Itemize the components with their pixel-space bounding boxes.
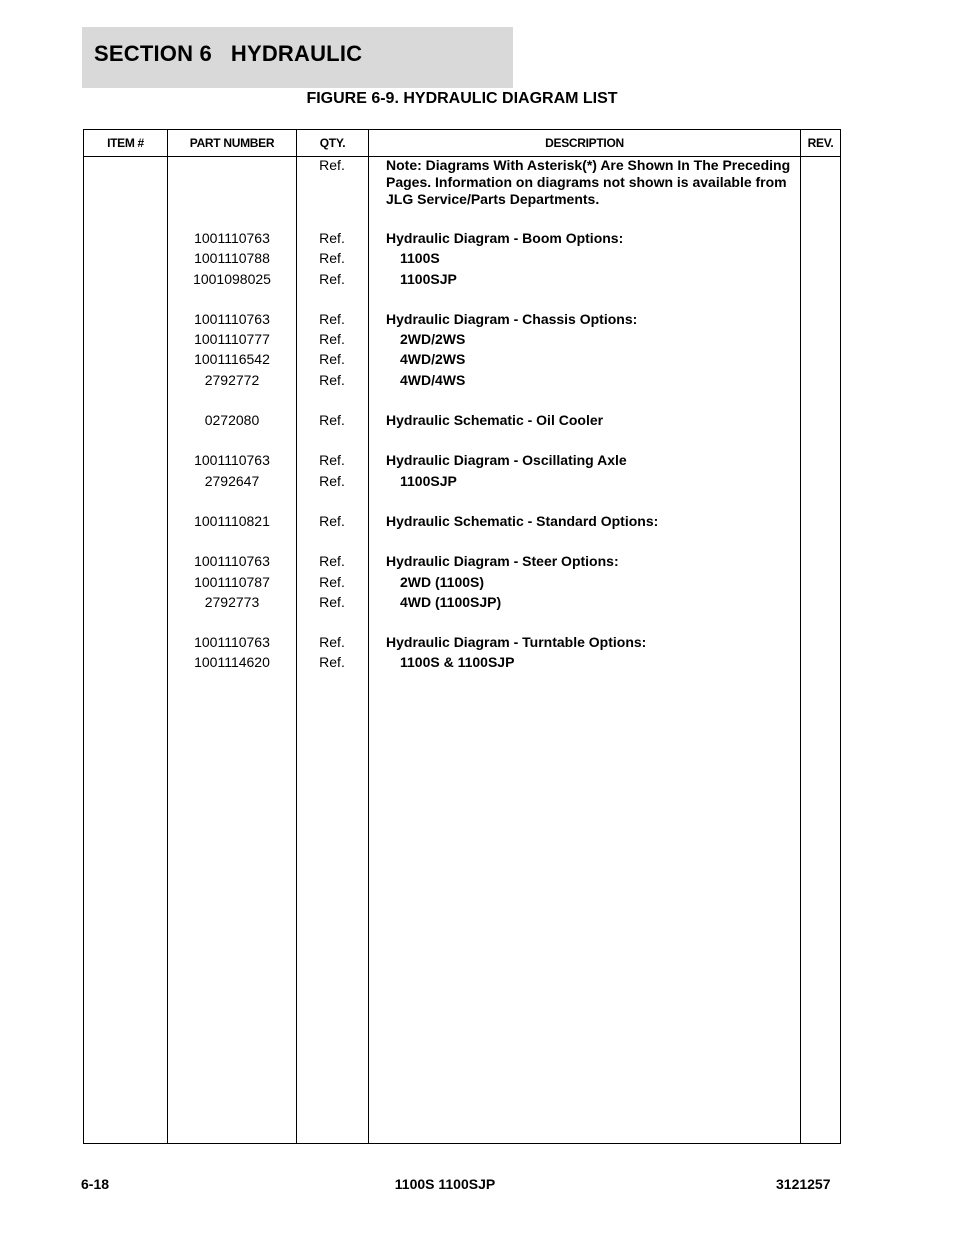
table-row — [84, 551, 840, 571]
qty-cell: Ref. — [319, 553, 345, 570]
qty-cell: Ref. — [319, 157, 345, 173]
column-header-part-number: PART NUMBER — [189, 136, 275, 150]
row-spacer — [84, 430, 840, 450]
part-number-cell: 1001116542 — [194, 351, 270, 368]
table-body — [84, 157, 840, 673]
part-number-cell: 1001110763 — [194, 230, 270, 247]
qty-cell: Ref. — [319, 310, 345, 327]
description-cell: Hydraulic Diagram - Oscillating Axle — [386, 452, 627, 469]
qty-cell: Ref. — [319, 634, 345, 651]
part-number-cell: 1001110788 — [194, 250, 270, 267]
qty-cell: Ref. — [319, 371, 345, 388]
parts-table — [83, 129, 841, 1144]
description-cell: Hydraulic Diagram - Boom Options: — [386, 230, 624, 247]
description-cell: 2WD/2WS — [400, 331, 466, 348]
table-row — [84, 410, 840, 430]
part-number-cell: 0272080 — [204, 411, 260, 428]
table-row — [84, 632, 840, 652]
description-cell: 1100S — [400, 250, 440, 267]
description-cell: Hydraulic Schematic - Standard Options: — [386, 512, 659, 529]
description-cell: 1100S & 1100SJP — [400, 654, 515, 671]
part-number-cell: 2792647 — [204, 472, 260, 489]
part-number-cell: 1001110763 — [194, 553, 270, 570]
qty-cell: Ref. — [319, 351, 345, 368]
description-cell: 1100SJP — [400, 472, 457, 489]
qty-cell: Ref. — [319, 472, 345, 489]
table-row — [84, 572, 840, 592]
table-row — [84, 309, 840, 329]
column-header-description: DESCRIPTION — [545, 136, 624, 150]
column-header-qty: QTY. — [319, 136, 346, 150]
table-row — [84, 349, 840, 369]
model-name: 1100S 1100SJP — [394, 1176, 496, 1192]
qty-cell: Ref. — [319, 593, 345, 610]
qty-cell: Ref. — [319, 331, 345, 348]
qty-cell: Ref. — [319, 270, 345, 287]
table-row — [84, 269, 840, 289]
note-description: Note: Diagrams With Asterisk(*) Are Shown In The Preceding Pages. Information on diagrams not shown is available from JLG Service/Parts Departments. — [386, 157, 791, 207]
table-row — [84, 511, 840, 531]
section-banner — [82, 27, 513, 88]
table-row — [84, 450, 840, 470]
qty-cell: Ref. — [319, 230, 345, 247]
qty-cell: Ref. — [319, 250, 345, 267]
row-spacer — [84, 531, 840, 551]
row-spacer — [84, 208, 840, 228]
row-spacer — [84, 289, 840, 309]
table-row — [84, 228, 840, 248]
row-spacer — [84, 491, 840, 511]
table-row — [84, 329, 840, 349]
table-row — [84, 652, 840, 672]
description-cell: 4WD/4WS — [400, 371, 466, 388]
description-cell: 1100SJP — [400, 270, 457, 287]
description-cell: Hydraulic Schematic - Oil Cooler — [386, 411, 604, 428]
document-number: 3121257 — [776, 1176, 831, 1192]
qty-cell: Ref. — [319, 654, 345, 671]
description-cell: Hydraulic Diagram - Turntable Options: — [386, 634, 647, 651]
qty-cell: Ref. — [319, 452, 345, 469]
note-row — [84, 157, 840, 208]
part-number-cell: 2792772 — [204, 371, 260, 388]
table-row — [84, 370, 840, 390]
column-header-rev: REV. — [807, 136, 834, 150]
table-row — [84, 471, 840, 491]
part-number-cell: 1001114620 — [194, 654, 270, 671]
qty-cell: Ref. — [319, 512, 345, 529]
description-cell: 4WD (1100SJP) — [400, 593, 502, 610]
description-cell: 4WD/2WS — [400, 351, 466, 368]
figure-title: FIGURE 6-9. HYDRAULIC DIAGRAM LIST — [306, 90, 618, 107]
table-row — [84, 592, 840, 612]
qty-cell: Ref. — [319, 411, 345, 428]
row-spacer — [84, 390, 840, 410]
description-cell: Hydraulic Diagram - Chassis Options: — [386, 310, 638, 327]
part-number-cell: 1001110777 — [194, 331, 270, 348]
part-number-cell: 1001110763 — [194, 310, 270, 327]
table-row — [84, 248, 840, 268]
description-cell: Hydraulic Diagram - Steer Options: — [386, 553, 619, 570]
part-number-cell: 1001110763 — [194, 452, 270, 469]
part-number-cell: 1001098025 — [193, 270, 271, 287]
part-number-cell: 1001110821 — [194, 512, 270, 529]
part-number-cell: 2792773 — [204, 593, 260, 610]
column-header-item: ITEM # — [107, 136, 144, 150]
part-number-cell: 1001110763 — [194, 634, 270, 651]
description-cell: 2WD (1100S) — [400, 573, 485, 590]
part-number-cell: 1001110787 — [194, 573, 270, 590]
row-spacer — [84, 612, 840, 632]
page-number: 6-18 — [81, 1176, 110, 1192]
section-title: SECTION 6 HYDRAULIC — [94, 41, 363, 66]
qty-cell: Ref. — [319, 573, 345, 590]
